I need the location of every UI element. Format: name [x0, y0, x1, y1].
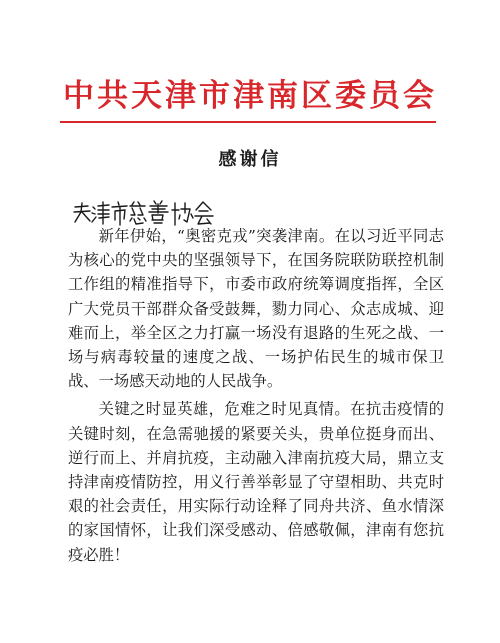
- letterhead-divider: [60, 121, 436, 123]
- document-title: 感谢信: [218, 149, 282, 170]
- recipient-handwriting-image: [72, 198, 232, 226]
- recipient-handwritten: [72, 198, 232, 226]
- body-paragraph-1: 新年伊始，“奥密克戎”突袭津南。在以习近平同志为核心的党中央的坚强领导下，在国务院联防联控机制工作组的精准指导下，市委市政府统筹调度指挥，全区广大党员干部群众备受鼓舞，勠力同心、众志成城、迎难而上，举全区之力打赢一场没有退路的生死之战、一场与病毒较量的速度之战、一场护佑民生的城市保卫战、一场感天动地的人民战争。: [68, 227, 444, 391]
- letterhead-title: 中共天津市津南区委员会: [63, 78, 437, 114]
- letter-body: [68, 224, 444, 571]
- body-paragraph-2: 关键之时显英雄，危难之时见真情。在抗击疫情的关键时刻，在急需驰援的紧要关头，贵单位挺身而出、逆行而上、并肩抗疫，主动融入津南抗疫大局，鼎立支持津南疫情防控，用义行善举彰显了守望相助、共克时艰的社会责任，用实际行动诠释了同舟共济、鱼水情深的家国情怀，让我们深受感动、倍感敬佩，津南有您抗疫必胜！: [68, 400, 444, 564]
